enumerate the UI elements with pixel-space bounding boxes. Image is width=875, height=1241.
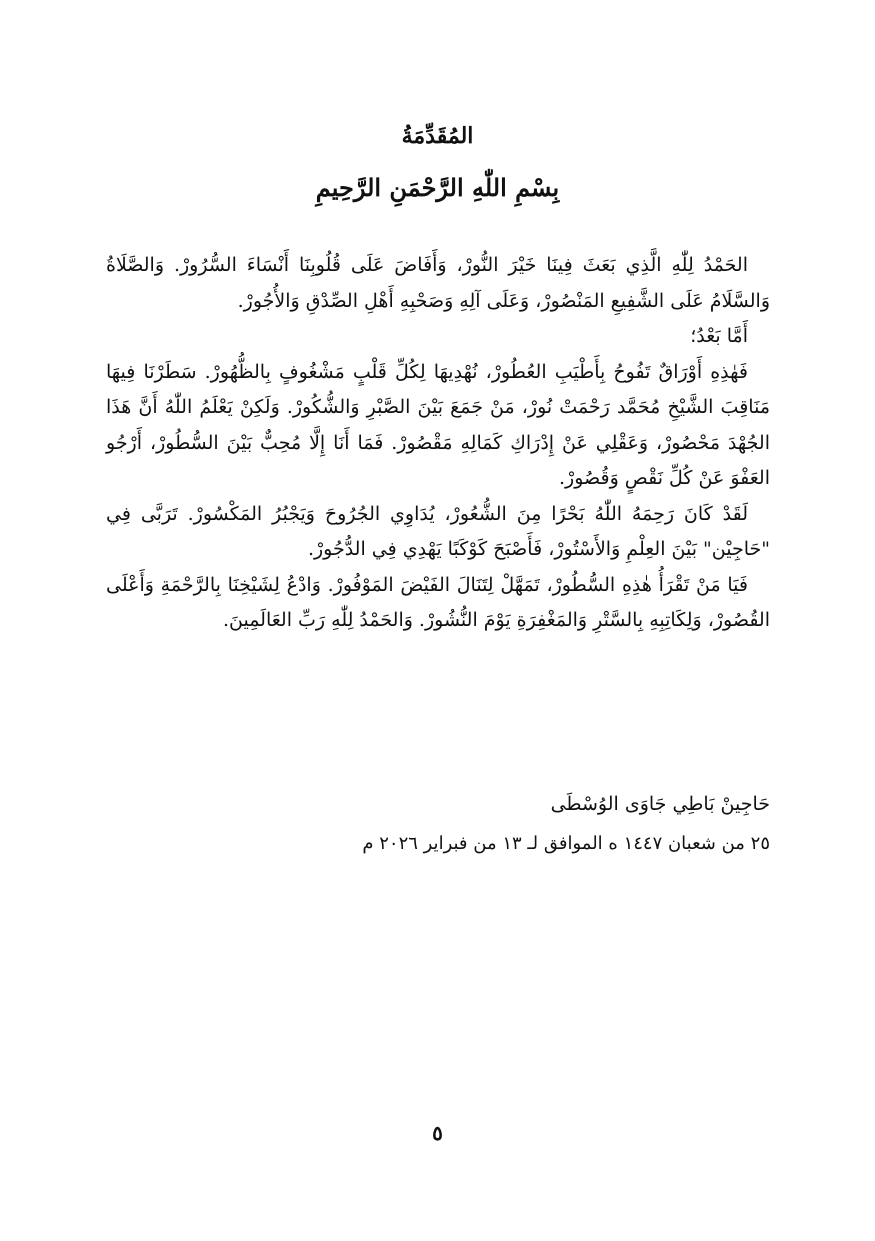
paragraph-closing: فَيَا مَنْ تَقْرَأُ هٰذِهِ السُّطُورْ، تَمَهَّلْ لِتَنَالَ الفَيْضَ المَوْفُورْ. وَادْعُ لِشَيْخِنَا بِالرَّحْمَةِ وَأَعْلَى القُصُورْ، وَلِكَاتِبِهِ بِالسَّتْرِ وَالمَغْفِرَةِ يَوْمَ النُّشُورْ. وَالحَمْدُ لِلّٰهِ رَبِّ العَالَمِينَ. xyxy=(106,573,770,631)
date-line: ٢٥ من شعبان ١٤٤٧ ه الموافق لـ ١٣ من فبراير ٢٠٢٦ م xyxy=(362,833,770,854)
introduction-body xyxy=(106,248,770,639)
paragraph-sheikh: لَقَدْ كَانَ رَحِمَهُ اللّٰهُ بَحْرًا مِنَ الشُّعُورْ، يُدَاوِي الجُرُوحَ وَيَجْبُرُ المَكْسُورْ. تَرَبَّى فِي "حَاجِيْن" بَيْنَ العِلْمِ وَالأَسْتُورْ، فَأَصْبَحَ كَوْكَبًا يَهْدِي فِي الدُّجُورْ. xyxy=(106,502,770,560)
basmala-heading: بِسْمِ اللّٰهِ الرَّحْمَنِ الرَّحِيمِ xyxy=(315,173,560,202)
paragraph-pages: فَهٰذِهِ أَوْرَاقٌ تَفُوحُ بِأَطْيَبِ العُطُورْ، نُهْدِيهَا لِكُلِّ قَلْبٍ مَشْغُوفٍ بِالظُّهُورْ. سَطَرْنَا فِيهَا مَنَاقِبَ الشَّيْخِ مُحَمَّد رَحْمَتْ نُورْ، مَنْ جَمَعَ بَيْنَ الصَّبْرِ وَالشُّكُورْ. وَلَكِنْ يَعْلَمُ اللّٰهُ أَنَّ هَذَا الجُهْدَ مَحْصُورْ، وَعَقْلِي عَنْ إِدْرَاكِ كَمَالِهِ مَقْصُورْ. فَمَا أَنَا إِلَّا مُحِبٌّ بَيْنَ السُّطُورْ، أَرْجُو العَفْوَ عَنْ كُلِّ نَقْصٍ وَقُصُورْ. xyxy=(106,360,770,489)
paragraph-opening: الحَمْدُ لِلّٰهِ الَّذِي بَعَثَ فِينَا خَيْرَ النُّورْ، وَأَفَاضَ عَلَى قُلُوبِنَا أَنْسَاءَ السُّرُورْ. وَالصَّلَاةُ وَالسَّلَامُ عَلَى الشَّفِيعِ المَنْصُورْ، وَعَلَى آلِهِ وَصَحْبِهِ أَهْلِ الصِّدْقِ وَالأُجُورْ. xyxy=(106,254,770,312)
author-signature: حَاجِينْ بَاطِي جَاوَى الوُسْطَى xyxy=(550,793,770,815)
page-title: المُقَدِّمَةُ xyxy=(401,123,474,149)
page-number: ٥ xyxy=(432,1121,443,1145)
paragraph-amma-bad: أَمَّا بَعْدُ؛ xyxy=(690,325,748,347)
